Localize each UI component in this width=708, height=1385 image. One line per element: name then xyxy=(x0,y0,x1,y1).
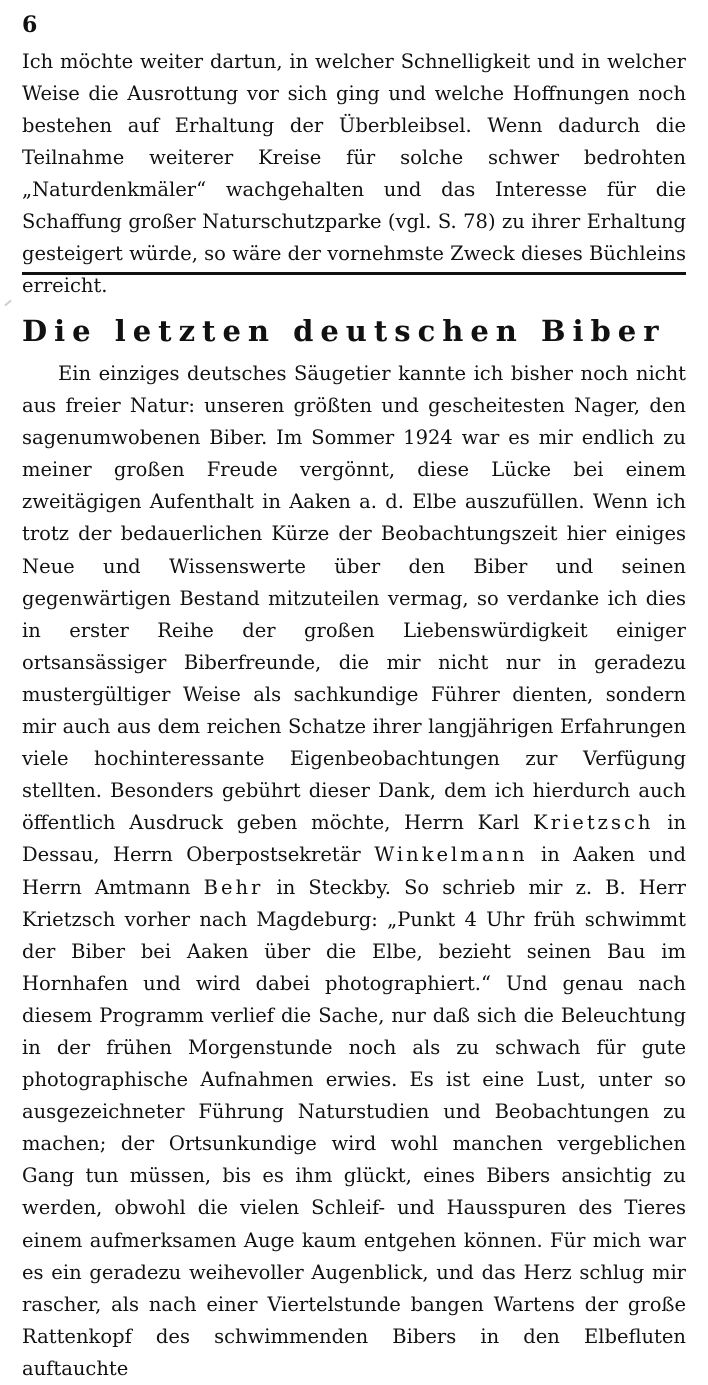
body-text-part-3: in Aaken und Herrn Amtmann xyxy=(22,843,687,899)
section-body-paragraph xyxy=(22,358,686,1385)
section-divider xyxy=(22,272,686,275)
intro-paragraph: Ich möchte weiter dartun, in welcher Schnelligkeit und in welcher Weise die Ausrottung vor sich ging und welche Hoffnungen noch bestehen auf Erhaltung der Überbleibsel. Wenn dadurch die Teilnahme weiterer Kreise für solche schwer bedrohten „Naturdenkmäler“ wachgehalten und das Interesse für die Schaffung großer Naturschutzparke (vgl. S. 78) zu ihrer Erhaltung gesteigert würde, so wäre der vornehmste Zweck dieses Büchleins erreicht. xyxy=(22,50,686,297)
body-text-part-2: in Dessau, Herrn Oberpostsekretär xyxy=(22,811,686,867)
page-number: 6 xyxy=(22,12,38,38)
person-name-behr: Behr xyxy=(203,875,264,899)
section-title: Die letzten deutschen Biber xyxy=(22,314,666,348)
print-mark xyxy=(4,300,11,307)
person-name-winkelmann: Winkelmann xyxy=(374,843,528,867)
person-name-krietzsch: Krietzsch xyxy=(533,811,654,835)
body-text-part-1: Ein einziges deutsches Säugetier kannte ich bisher noch nicht aus freier Natur: unseren größten und gescheitesten Nager, den sagenumwobenen Biber. Im Sommer 1924 war es mir endlich zu meiner großen Freude vergönnt, diese Lücke bei einem zweitägigen Aufenthalt in Aaken a. d. Elbe auszufüllen. Wenn ich trotz der bedauerlichen Kürze der Beobachtungszeit hier einiges Neue und Wissenswerte über den Biber und seinen gegenwärtigen Bestand mitzuteilen vermag, so verdanke ich dies in erster Reihe der großen Liebenswürdigkeit einiger ortsansässiger Biberfreunde, die mir nicht nur in geradezu mustergültiger Weise als sachkundige Führer dienten, sondern mir auch aus dem reichen Schatze ihrer langjährigen Erfahrungen viele hochinteressante Eigenbeobachtungen zur Verfügung stellten. Besonders gebührt dieser Dank, dem ich hierdurch auch öffentlich Ausdruck geben möchte, Herrn Karl xyxy=(22,362,686,835)
body-text-part-4: in Steckby. So schrieb mir z. B. Herr Krietzsch vorher nach Magdeburg: „Punkt 4 Uhr früh schwimmt der Biber bei Aaken über die Elbe, bezieht seinen Bau im Hornhafen und wird dabei photographiert.“ Und genau nach diesem Programm verlief die Sache, nur daß sich die Beleuchtung in der frühen Morgenstunde noch als zu schwach für gute photographische Aufnahmen erwies. Es ist eine Lust, unter so ausgezeichneter Führung Naturstudien und Beobachtungen zu machen; der Ortsunkundige wird wohl manchen vergeblichen Gang tun müssen, bis es ihm glückt, eines Bibers ansichtig zu werden, obwohl die vielen Schleif- und Hausspuren des Tieres einem aufmerksamen Auge kaum entgehen können. Für mich war es ein geradezu weihevoller Augenblick, und das Herz schlug mir rascher, als nach einer Viertelstunde bangen Wartens der große Rattenkopf des schwimmenden Bibers in den Elbefluten auftauchte xyxy=(22,875,686,1380)
